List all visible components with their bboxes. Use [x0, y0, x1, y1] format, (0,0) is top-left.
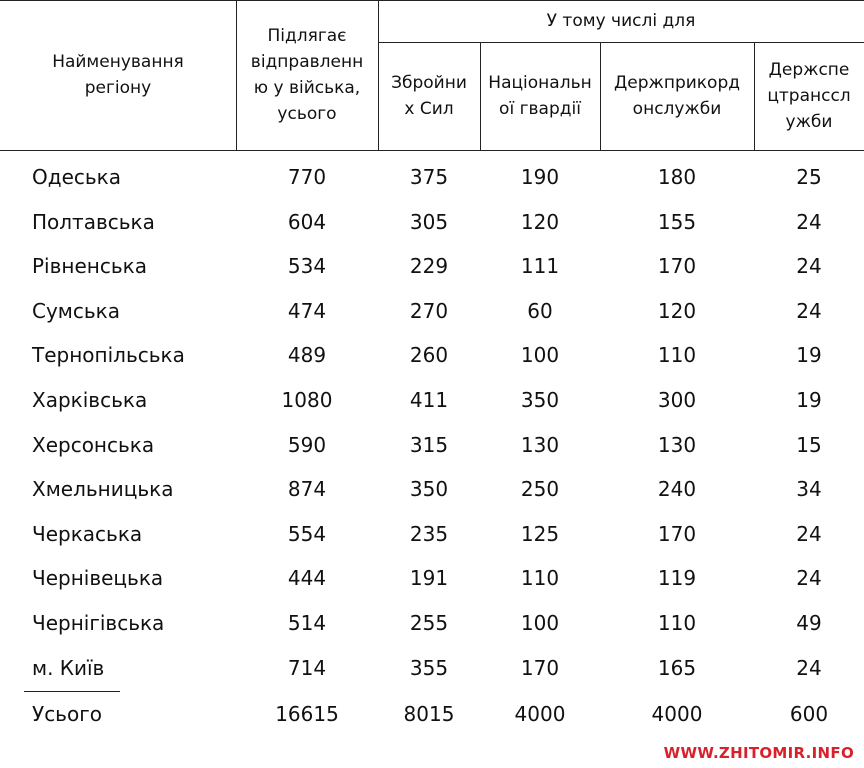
cell-special-transport: 24: [796, 298, 822, 323]
total-row: [0, 700, 864, 728]
cell-total: 534: [287, 254, 327, 279]
cell-armed-forces: 411: [409, 387, 449, 412]
cell-total: 444: [287, 566, 327, 591]
total-armed-forces: 8015: [403, 702, 455, 726]
cell-total: 489: [287, 343, 327, 368]
cell-national-guard: 111: [520, 254, 560, 279]
cell-total: 714: [287, 655, 327, 680]
cell-national-guard: 130: [520, 432, 560, 457]
table-row: [0, 201, 864, 246]
region-name: Чернівецька: [32, 566, 164, 591]
site-watermark: WWW.ZHITOMIR.INFO: [663, 744, 854, 762]
total-overall: 16615: [275, 702, 339, 726]
cell-national-guard: 250: [520, 477, 560, 502]
table-row: [0, 468, 864, 513]
cell-national-guard: 125: [520, 521, 560, 546]
cell-border-service: 170: [657, 254, 697, 279]
header-region: Найменування регіону: [52, 52, 184, 98]
cell-total: 770: [287, 165, 327, 189]
header-bottom-rule: [0, 150, 864, 151]
cell-national-guard: 110: [520, 566, 560, 591]
region-name: Черкаська: [32, 521, 143, 546]
cell-border-service: 180: [657, 165, 697, 189]
region-name: Херсонська: [32, 432, 155, 457]
cell-border-service: 130: [657, 432, 697, 457]
cell-special-transport: 24: [796, 521, 822, 546]
region-name: Чернігівська: [32, 610, 165, 635]
cell-border-service: 110: [657, 610, 697, 635]
region-name: Одеська: [32, 165, 121, 189]
cell-special-transport: 19: [796, 387, 822, 412]
table-row: [0, 513, 864, 558]
cell-armed-forces: 270: [409, 298, 449, 323]
cell-total: 874: [287, 477, 327, 502]
region-name: Рівненська: [32, 254, 147, 279]
cell-armed-forces: 350: [409, 477, 449, 502]
cell-total: 554: [287, 521, 327, 546]
cell-armed-forces: 255: [409, 610, 449, 635]
cell-border-service: 120: [657, 298, 697, 323]
header-national-guard: Національн ої гвардії: [488, 73, 592, 119]
cell-armed-forces: 305: [409, 209, 449, 234]
header-armed-forces: Збройни х Сил: [391, 73, 467, 119]
table-row: [0, 647, 864, 692]
cell-border-service: 240: [657, 477, 697, 502]
cell-total: 1080: [281, 387, 333, 412]
cell-total: 604: [287, 209, 327, 234]
total-national-guard: 4000: [514, 702, 566, 726]
cell-armed-forces: 375: [409, 165, 449, 189]
region-name: Тернопільська: [32, 343, 185, 368]
cell-armed-forces: 191: [409, 566, 449, 591]
table-row: [0, 290, 864, 335]
cell-special-transport: 24: [796, 655, 822, 680]
cell-armed-forces: 355: [409, 655, 449, 680]
header-special-transport: Держспе цтранссл ужби: [767, 60, 851, 132]
table-row: [0, 557, 864, 602]
cell-special-transport: 15: [796, 432, 822, 457]
cell-special-transport: 34: [796, 477, 822, 502]
cell-total: 474: [287, 298, 327, 323]
header-border-service: Держприкорд онслужби: [613, 73, 740, 119]
cell-border-service: 155: [657, 209, 697, 234]
cell-national-guard: 190: [520, 165, 560, 189]
cell-total: 514: [287, 610, 327, 635]
cell-national-guard: 170: [520, 655, 560, 680]
table-row: [0, 602, 864, 647]
region-name: Полтавська: [32, 209, 155, 234]
table-row: [0, 424, 864, 469]
cell-border-service: 110: [657, 343, 697, 368]
table-body: [0, 156, 864, 691]
cell-special-transport: 24: [796, 209, 822, 234]
cell-national-guard: 100: [520, 610, 560, 635]
cell-special-transport: 24: [796, 254, 822, 279]
cell-border-service: 300: [657, 387, 697, 412]
region-name: Харківська: [32, 387, 148, 412]
total-label: Усього: [32, 702, 102, 726]
table-row: [0, 379, 864, 424]
total-border-service: 4000: [651, 702, 703, 726]
cell-national-guard: 120: [520, 209, 560, 234]
region-name: м. Київ: [32, 655, 105, 680]
cell-armed-forces: 260: [409, 343, 449, 368]
cell-armed-forces: 235: [409, 521, 449, 546]
cell-armed-forces: 315: [409, 432, 449, 457]
cell-border-service: 165: [657, 655, 697, 680]
cell-special-transport: 19: [796, 343, 822, 368]
header-total: Підлягає відправленн ю у війська, усього: [250, 26, 364, 124]
table-row: [0, 334, 864, 379]
cell-national-guard: 350: [520, 387, 560, 412]
cell-special-transport: 49: [796, 610, 822, 635]
cell-armed-forces: 229: [409, 254, 449, 279]
table-row: [0, 156, 864, 201]
cell-national-guard: 100: [520, 343, 560, 368]
total-special-transport: 600: [789, 702, 829, 726]
header-group: У тому числі для: [546, 11, 696, 31]
cell-special-transport: 24: [796, 566, 822, 591]
total-separator: [24, 691, 120, 692]
cell-border-service: 170: [657, 521, 697, 546]
region-name: Хмельницька: [32, 477, 174, 502]
cell-national-guard: 60: [527, 298, 553, 323]
cell-total: 590: [287, 432, 327, 457]
table-row: [0, 245, 864, 290]
region-name: Сумська: [32, 298, 121, 323]
cell-border-service: 119: [657, 566, 697, 591]
cell-special-transport: 25: [796, 165, 822, 189]
